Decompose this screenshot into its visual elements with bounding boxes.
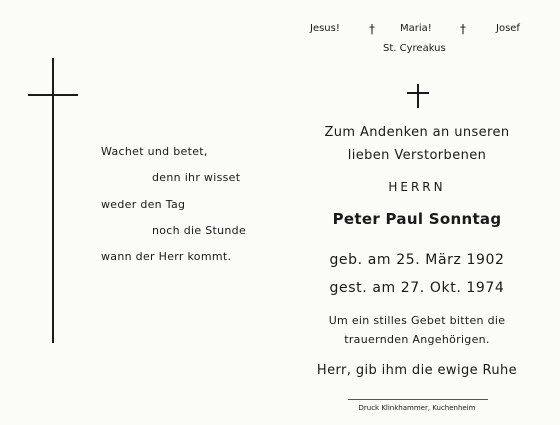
printer-credit: Druck Klinkhammer, Kuchenheim (358, 404, 476, 412)
dedication-line-2: lieben Verstorbenen (347, 148, 487, 163)
verse-line-1: Wachet und betet, (101, 145, 208, 158)
verse-line-5: wann der Herr kommt. (101, 250, 232, 263)
deceased-name: Peter Paul Sonntag (332, 210, 502, 228)
header-parish: St. Cyreakus (383, 43, 446, 54)
large-cross-icon (52, 58, 54, 343)
header-maria: Maria! (400, 23, 432, 34)
death-date: gest. am 27. Okt. 1974 (329, 280, 505, 296)
prayer-line: Herr, gib ihm die ewige Ruhe (316, 363, 518, 378)
divider-line (348, 399, 488, 400)
request-line-1: Um ein stilles Gebet bitten die (328, 314, 506, 327)
large-cross-bar (28, 94, 78, 96)
birth-date: geb. am 25. März 1902 (329, 252, 505, 268)
verse-line-3: weder den Tag (101, 198, 186, 211)
header-jesus: Jesus! (310, 23, 340, 34)
request-line-2: trauernden Angehörigen. (344, 333, 490, 346)
cross-icon (417, 84, 419, 108)
header-josef: Josef (496, 23, 520, 34)
dedication-line-1: Zum Andenken an unseren (324, 125, 510, 140)
cross-icon-bar (407, 92, 429, 94)
title-herrn: HERRN (388, 180, 446, 194)
small-cross-icon-1: † (369, 22, 375, 36)
verse-line-4: noch die Stunde (152, 224, 247, 237)
verse-line-2: denn ihr wisset (152, 171, 241, 184)
small-cross-icon-2: † (460, 22, 466, 36)
